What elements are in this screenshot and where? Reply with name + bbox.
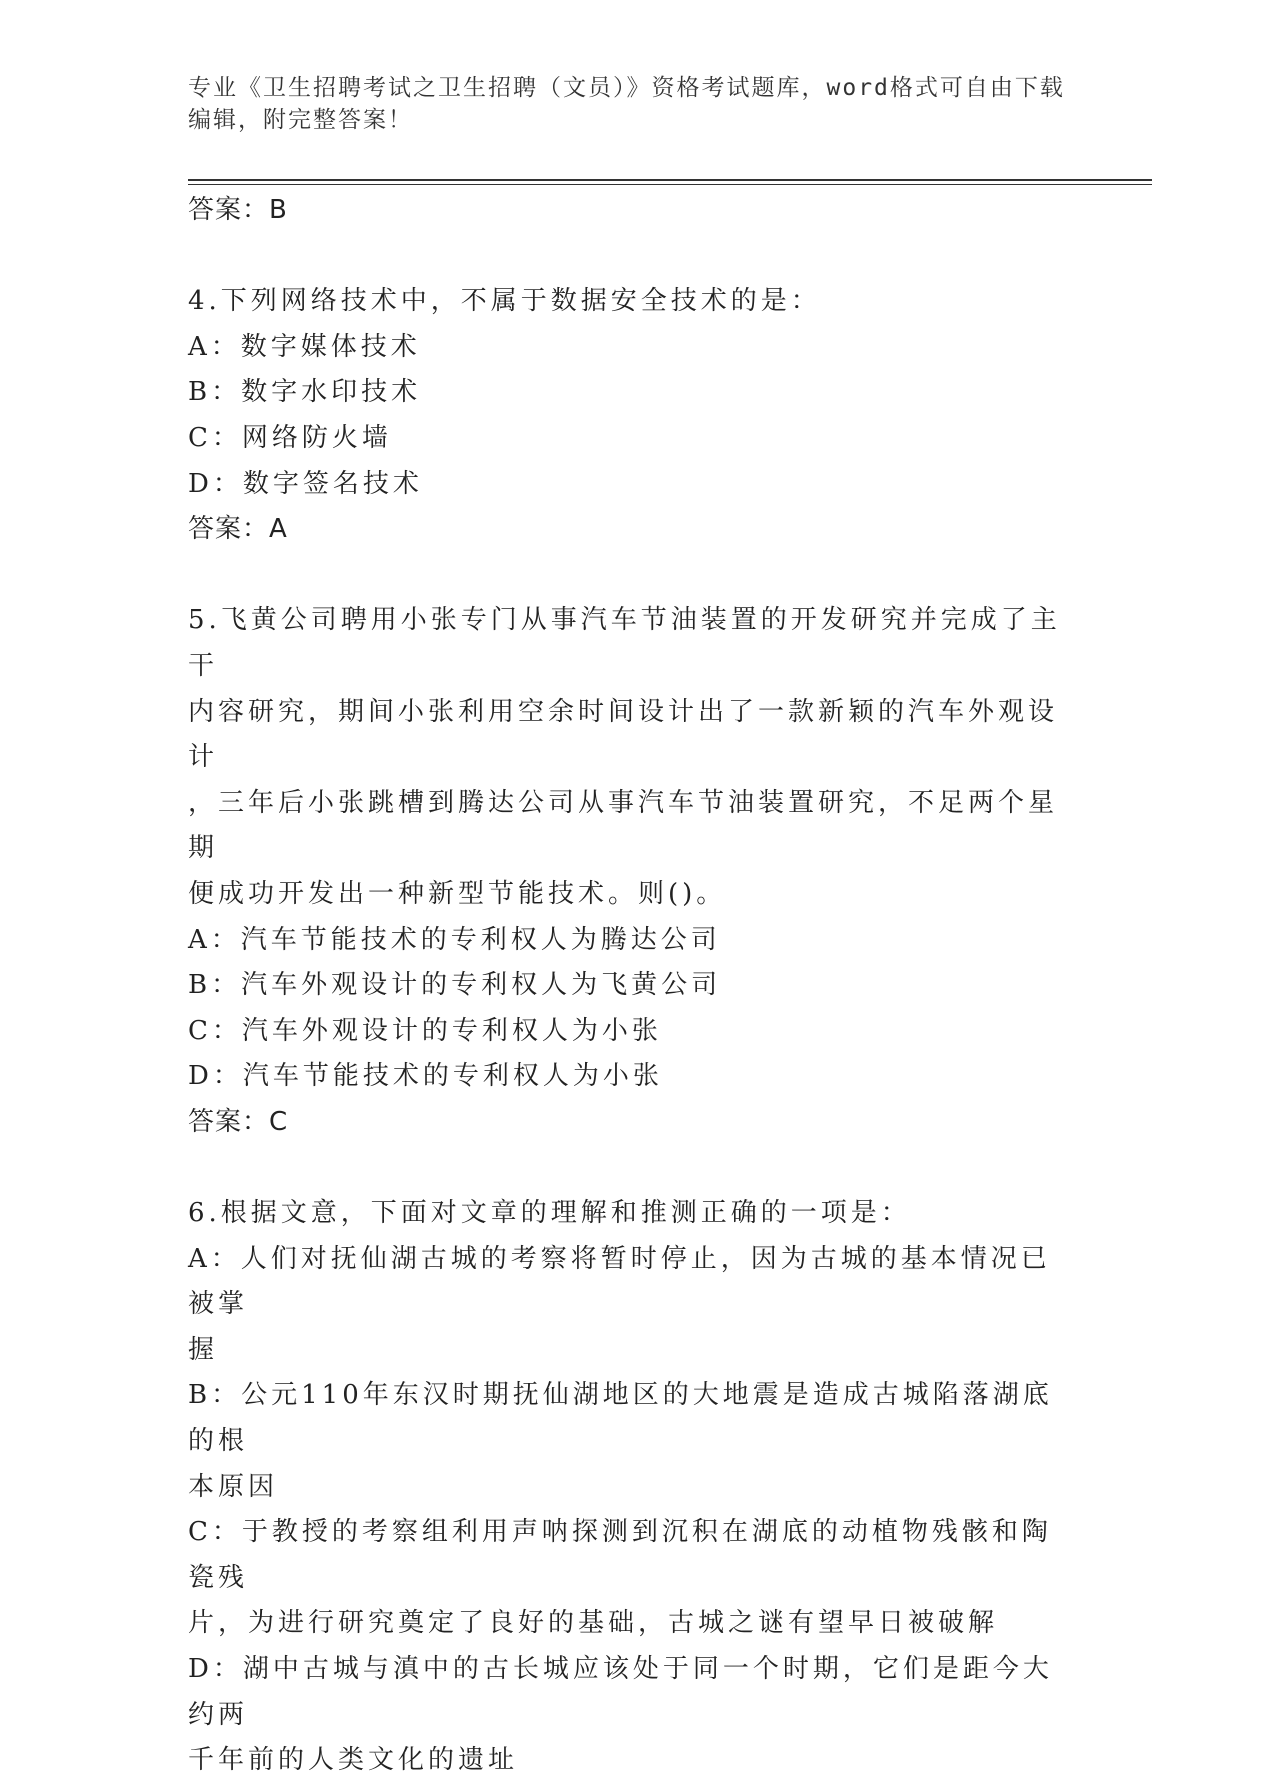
question-6-option-a-line-2: 握	[188, 1334, 219, 1365]
question-4-option-b: B：数字水印技术	[188, 377, 422, 408]
spacer	[188, 234, 1078, 280]
header-line-1: 专业《卫生招聘考试之卫生招聘（文员）》资格考试题库，word格式可自由下载	[188, 75, 1065, 101]
spacer	[188, 553, 1078, 599]
question-6-stem: 6.根据文意，下面对文章的理解和推测正确的一项是：	[188, 1198, 911, 1229]
header-divider-thin	[188, 184, 1152, 185]
header-line-2: 编辑，附完整答案！	[188, 107, 413, 133]
header-divider-thick	[188, 179, 1152, 181]
question-5	[188, 598, 1078, 1145]
question-6	[188, 1191, 1078, 1784]
question-5-stem-line-2: 内容研究，期间小张利用空余时间设计出了一款新颖的汽车外观设计	[188, 696, 1059, 773]
question-5-option-c: C：汽车外观设计的专利权人为小张	[188, 1015, 662, 1046]
answer-previous: 答案：B	[188, 195, 288, 225]
question-5-option-d: D：汽车节能技术的专利权人为小张	[188, 1061, 663, 1092]
question-6-option-d-line-2: 千年前的人类文化的遗址	[188, 1745, 519, 1776]
question-4-option-c: C：网络防火墙	[188, 422, 392, 453]
question-5-stem-line-4: 便成功开发出一种新型节能技术。则()。	[188, 878, 727, 909]
question-6-option-a-line-1: A：人们对抚仙湖古城的考察将暂时停止，因为古城的基本情况已被掌	[188, 1243, 1051, 1320]
question-6-option-c-line-2: 片，为进行研究奠定了良好的基础，古城之谜有望早日被破解	[188, 1608, 999, 1639]
question-4-answer: 答案：A	[188, 514, 288, 545]
question-5-answer: 答案：C	[188, 1106, 289, 1137]
question-6-option-b-line-1: B：公元110年东汉时期抚仙湖地区的大地震是造成古城陷落湖底的根	[188, 1380, 1053, 1457]
question-6-option-b-line-2: 本原因	[188, 1471, 279, 1502]
question-5-option-b: B：汽车外观设计的专利权人为飞黄公司	[188, 970, 722, 1001]
question-5-stem-line-1: 5.飞黄公司聘用小张专门从事汽车节油装置的开发研究并完成了主干	[188, 605, 1061, 681]
question-4-option-a: A：数字媒体技术	[188, 331, 421, 362]
question-5-stem-line-3: ，三年后小张跳槽到腾达公司从事汽车节油装置研究，不足两个星期	[188, 787, 1059, 864]
question-6-option-d-line-1: D：湖中古城与滇中的古长城应该处于同一个时期，它们是距今大约两	[188, 1654, 1053, 1730]
question-6-option-c-line-1: C：于教授的考察组利用声呐探测到沉积在湖底的动植物残骸和陶瓷残	[188, 1517, 1052, 1593]
question-5-option-a: A：汽车节能技术的专利权人为腾达公司	[188, 924, 721, 955]
question-4	[188, 279, 1078, 553]
question-4-stem: 4.下列网络技术中，不属于数据安全技术的是：	[188, 286, 821, 317]
question-4-option-d: D：数字签名技术	[188, 468, 423, 499]
question-content	[188, 188, 1078, 1784]
page-header	[188, 72, 1088, 136]
spacer	[188, 1145, 1078, 1191]
